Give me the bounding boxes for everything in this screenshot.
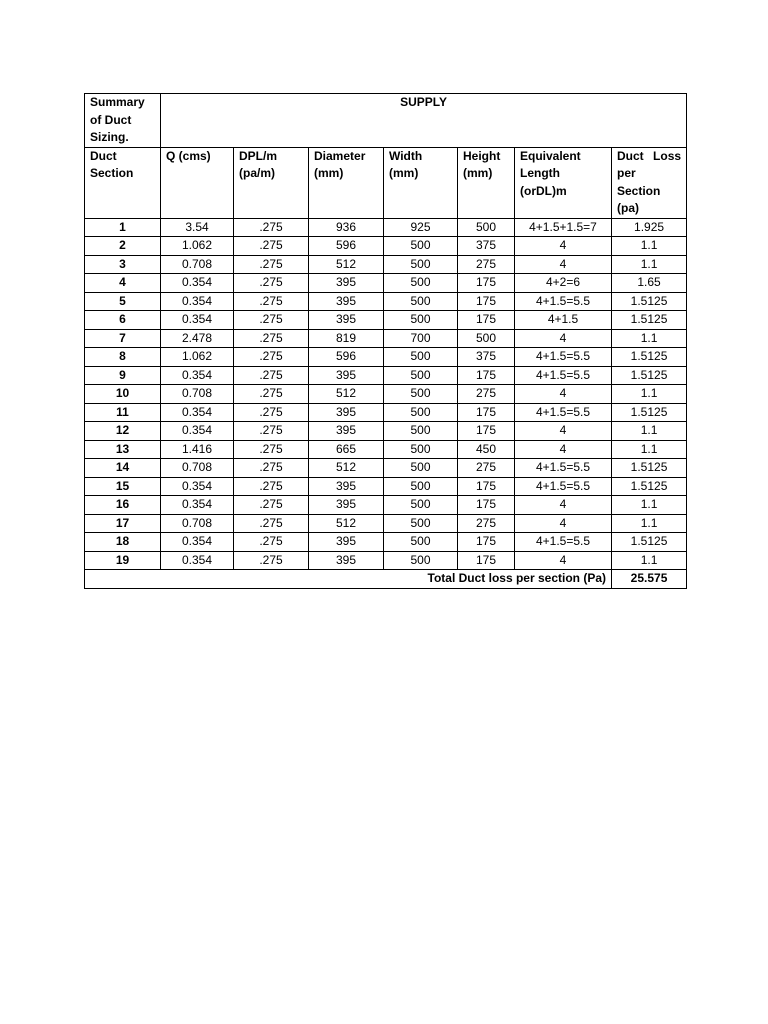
cell-diameter: 512 — [309, 459, 384, 478]
cell-width: 500 — [384, 292, 458, 311]
cell-q-cms: 0.708 — [161, 459, 234, 478]
cell-dpl-m: .275 — [234, 255, 309, 274]
cell-equivalent-length: 4+1.5+1.5=7 — [515, 218, 612, 237]
cell-width: 500 — [384, 551, 458, 570]
cell-equivalent-length: 4+1.5=5.5 — [515, 533, 612, 552]
cell-duct-section: 8 — [85, 348, 161, 367]
cell-duct-loss: 1.1 — [612, 440, 687, 459]
cell-duct-section: 17 — [85, 514, 161, 533]
cell-q-cms: 0.354 — [161, 551, 234, 570]
cell-duct-section: 9 — [85, 366, 161, 385]
cell-width: 500 — [384, 255, 458, 274]
cell-width: 500 — [384, 514, 458, 533]
table-row — [85, 385, 687, 404]
cell-width: 500 — [384, 311, 458, 330]
table-row — [85, 459, 687, 478]
cell-equivalent-length: 4+1.5 — [515, 311, 612, 330]
total-label: Total Duct loss per section (Pa) — [85, 570, 612, 589]
table-row — [85, 311, 687, 330]
header-line: (mm) — [389, 166, 419, 180]
supply-header: SUPPLY — [161, 94, 687, 148]
header-word: Duct — [617, 148, 644, 163]
cell-q-cms: 0.354 — [161, 292, 234, 311]
col-header-diameter — [309, 147, 384, 218]
cell-diameter: 512 — [309, 385, 384, 404]
cell-diameter: 395 — [309, 496, 384, 515]
cell-equivalent-length: 4 — [515, 237, 612, 256]
cell-q-cms: 0.354 — [161, 477, 234, 496]
cell-equivalent-length: 4 — [515, 385, 612, 404]
cell-diameter: 395 — [309, 403, 384, 422]
cell-duct-section: 12 — [85, 422, 161, 441]
cell-width: 500 — [384, 440, 458, 459]
table-row — [85, 218, 687, 237]
cell-q-cms: 3.54 — [161, 218, 234, 237]
header-line: Height — [463, 148, 501, 163]
table-row — [85, 237, 687, 256]
header-line: Section — [617, 183, 661, 198]
cell-height: 275 — [458, 459, 515, 478]
cell-equivalent-length: 4 — [515, 440, 612, 459]
cell-diameter: 395 — [309, 533, 384, 552]
cell-height: 175 — [458, 292, 515, 311]
cell-duct-loss: 1.5125 — [612, 311, 687, 330]
header-line: Q (cms) — [166, 148, 211, 163]
table-row — [85, 440, 687, 459]
cell-q-cms: 0.354 — [161, 311, 234, 330]
header-line: (mm) — [463, 166, 493, 180]
cell-height: 500 — [458, 218, 515, 237]
cell-diameter: 596 — [309, 237, 384, 256]
table-row — [85, 403, 687, 422]
cell-dpl-m: .275 — [234, 366, 309, 385]
cell-equivalent-length: 4+1.5=5.5 — [515, 348, 612, 367]
total-row — [85, 570, 687, 589]
table-row — [85, 496, 687, 515]
cell-q-cms: 0.708 — [161, 514, 234, 533]
header-line: per — [617, 166, 636, 180]
header-line: (orDL)m — [520, 183, 567, 198]
cell-dpl-m: .275 — [234, 496, 309, 515]
cell-duct-loss: 1.1 — [612, 329, 687, 348]
cell-dpl-m: .275 — [234, 218, 309, 237]
cell-q-cms: 1.416 — [161, 440, 234, 459]
header-line: (pa/m) — [239, 166, 275, 180]
cell-equivalent-length: 4 — [515, 422, 612, 441]
cell-equivalent-length: 4+1.5=5.5 — [515, 292, 612, 311]
cell-diameter: 395 — [309, 422, 384, 441]
cell-duct-section: 14 — [85, 459, 161, 478]
cell-q-cms: 0.354 — [161, 403, 234, 422]
summary-title-line: Summary — [90, 95, 145, 109]
cell-q-cms: 0.708 — [161, 255, 234, 274]
cell-height: 275 — [458, 255, 515, 274]
cell-q-cms: 0.354 — [161, 274, 234, 293]
total-value: 25.575 — [612, 570, 687, 589]
cell-width: 925 — [384, 218, 458, 237]
cell-height: 175 — [458, 274, 515, 293]
cell-dpl-m: .275 — [234, 533, 309, 552]
cell-diameter: 395 — [309, 366, 384, 385]
cell-duct-section: 3 — [85, 255, 161, 274]
cell-width: 500 — [384, 477, 458, 496]
cell-duct-section: 2 — [85, 237, 161, 256]
table-row — [85, 477, 687, 496]
col-header-q — [161, 147, 234, 218]
cell-duct-loss: 1.5125 — [612, 292, 687, 311]
cell-equivalent-length: 4 — [515, 496, 612, 515]
cell-duct-loss: 1.925 — [612, 218, 687, 237]
cell-duct-section: 19 — [85, 551, 161, 570]
cell-equivalent-length: 4 — [515, 329, 612, 348]
cell-duct-section: 13 — [85, 440, 161, 459]
cell-diameter: 395 — [309, 274, 384, 293]
cell-height: 175 — [458, 496, 515, 515]
col-header-duct-loss — [612, 147, 687, 218]
header-line: DPL/m — [239, 148, 278, 163]
cell-duct-loss: 1.1 — [612, 255, 687, 274]
header-line: Equivalent — [520, 148, 581, 163]
cell-width: 500 — [384, 422, 458, 441]
cell-duct-section: 4 — [85, 274, 161, 293]
header-line: Length — [520, 166, 560, 180]
cell-duct-section: 10 — [85, 385, 161, 404]
cell-q-cms: 0.354 — [161, 422, 234, 441]
cell-width: 500 — [384, 459, 458, 478]
cell-width: 500 — [384, 533, 458, 552]
header-line — [617, 148, 681, 166]
cell-height: 500 — [458, 329, 515, 348]
cell-equivalent-length: 4+1.5=5.5 — [515, 477, 612, 496]
table-row — [85, 348, 687, 367]
cell-duct-section: 15 — [85, 477, 161, 496]
table-row — [85, 292, 687, 311]
data-rows — [85, 218, 687, 570]
header-line: Width — [389, 148, 423, 163]
table-row — [85, 422, 687, 441]
header-line: Diameter — [314, 148, 366, 163]
cell-q-cms: 0.354 — [161, 533, 234, 552]
column-header-row — [85, 147, 687, 218]
cell-dpl-m: .275 — [234, 385, 309, 404]
header-line: Duct — [90, 148, 117, 163]
cell-duct-loss: 1.1 — [612, 385, 687, 404]
cell-duct-section: 1 — [85, 218, 161, 237]
col-header-equivalent-length — [515, 147, 612, 218]
header-line: (pa) — [617, 201, 639, 215]
cell-dpl-m: .275 — [234, 403, 309, 422]
table-row — [85, 514, 687, 533]
cell-duct-loss: 1.1 — [612, 422, 687, 441]
cell-diameter: 936 — [309, 218, 384, 237]
cell-duct-section: 7 — [85, 329, 161, 348]
cell-dpl-m: .275 — [234, 292, 309, 311]
cell-diameter: 665 — [309, 440, 384, 459]
cell-width: 500 — [384, 348, 458, 367]
cell-duct-loss: 1.1 — [612, 514, 687, 533]
cell-dpl-m: .275 — [234, 551, 309, 570]
cell-width: 500 — [384, 366, 458, 385]
cell-height: 175 — [458, 551, 515, 570]
header-line: Section — [90, 166, 134, 180]
title-row — [85, 94, 687, 148]
cell-height: 450 — [458, 440, 515, 459]
cell-dpl-m: .275 — [234, 459, 309, 478]
cell-dpl-m: .275 — [234, 422, 309, 441]
cell-diameter: 395 — [309, 292, 384, 311]
cell-height: 275 — [458, 514, 515, 533]
cell-height: 175 — [458, 477, 515, 496]
cell-duct-loss: 1.1 — [612, 237, 687, 256]
cell-equivalent-length: 4+1.5=5.5 — [515, 403, 612, 422]
cell-width: 500 — [384, 403, 458, 422]
col-header-height — [458, 147, 515, 218]
cell-diameter: 395 — [309, 551, 384, 570]
cell-dpl-m: .275 — [234, 348, 309, 367]
cell-height: 175 — [458, 533, 515, 552]
cell-duct-loss: 1.5125 — [612, 366, 687, 385]
cell-q-cms: 0.708 — [161, 385, 234, 404]
cell-duct-loss: 1.5125 — [612, 403, 687, 422]
cell-dpl-m: .275 — [234, 514, 309, 533]
cell-duct-section: 5 — [85, 292, 161, 311]
cell-duct-loss: 1.5125 — [612, 348, 687, 367]
cell-duct-loss: 1.1 — [612, 496, 687, 515]
table-row — [85, 551, 687, 570]
cell-diameter: 596 — [309, 348, 384, 367]
cell-width: 500 — [384, 496, 458, 515]
cell-width: 500 — [384, 274, 458, 293]
cell-equivalent-length: 4 — [515, 514, 612, 533]
cell-equivalent-length: 4+1.5=5.5 — [515, 366, 612, 385]
cell-dpl-m: .275 — [234, 329, 309, 348]
cell-q-cms: 2.478 — [161, 329, 234, 348]
cell-height: 175 — [458, 403, 515, 422]
col-header-dpl — [234, 147, 309, 218]
cell-dpl-m: .275 — [234, 440, 309, 459]
summary-title-line: Sizing. — [90, 130, 129, 144]
cell-height: 375 — [458, 237, 515, 256]
header-line: (mm) — [314, 166, 344, 180]
cell-equivalent-length: 4+2=6 — [515, 274, 612, 293]
cell-height: 375 — [458, 348, 515, 367]
cell-diameter: 395 — [309, 477, 384, 496]
cell-dpl-m: .275 — [234, 311, 309, 330]
summary-title-cell — [85, 94, 161, 148]
cell-width: 500 — [384, 237, 458, 256]
cell-height: 175 — [458, 311, 515, 330]
cell-height: 175 — [458, 422, 515, 441]
cell-q-cms: 0.354 — [161, 366, 234, 385]
cell-diameter: 395 — [309, 311, 384, 330]
cell-duct-section: 11 — [85, 403, 161, 422]
table-row — [85, 533, 687, 552]
cell-height: 175 — [458, 366, 515, 385]
cell-equivalent-length: 4 — [515, 551, 612, 570]
col-header-width — [384, 147, 458, 218]
cell-dpl-m: .275 — [234, 274, 309, 293]
cell-duct-loss: 1.1 — [612, 551, 687, 570]
cell-duct-section: 18 — [85, 533, 161, 552]
cell-duct-loss: 1.5125 — [612, 477, 687, 496]
cell-duct-loss: 1.5125 — [612, 459, 687, 478]
cell-diameter: 512 — [309, 514, 384, 533]
cell-q-cms: 1.062 — [161, 237, 234, 256]
cell-dpl-m: .275 — [234, 237, 309, 256]
cell-width: 500 — [384, 385, 458, 404]
cell-equivalent-length: 4 — [515, 255, 612, 274]
table-row — [85, 274, 687, 293]
cell-equivalent-length: 4+1.5=5.5 — [515, 459, 612, 478]
cell-width: 700 — [384, 329, 458, 348]
cell-diameter: 512 — [309, 255, 384, 274]
cell-dpl-m: .275 — [234, 477, 309, 496]
table-row — [85, 329, 687, 348]
cell-q-cms: 1.062 — [161, 348, 234, 367]
cell-duct-section: 16 — [85, 496, 161, 515]
cell-duct-loss: 1.65 — [612, 274, 687, 293]
col-header-duct-section — [85, 147, 161, 218]
summary-title-line: of Duct — [90, 112, 132, 127]
table-row — [85, 366, 687, 385]
cell-height: 275 — [458, 385, 515, 404]
cell-q-cms: 0.354 — [161, 496, 234, 515]
cell-duct-section: 6 — [85, 311, 161, 330]
table-row — [85, 255, 687, 274]
duct-sizing-table — [84, 93, 687, 589]
cell-duct-loss: 1.5125 — [612, 533, 687, 552]
header-word: Loss — [653, 148, 682, 163]
cell-diameter: 819 — [309, 329, 384, 348]
